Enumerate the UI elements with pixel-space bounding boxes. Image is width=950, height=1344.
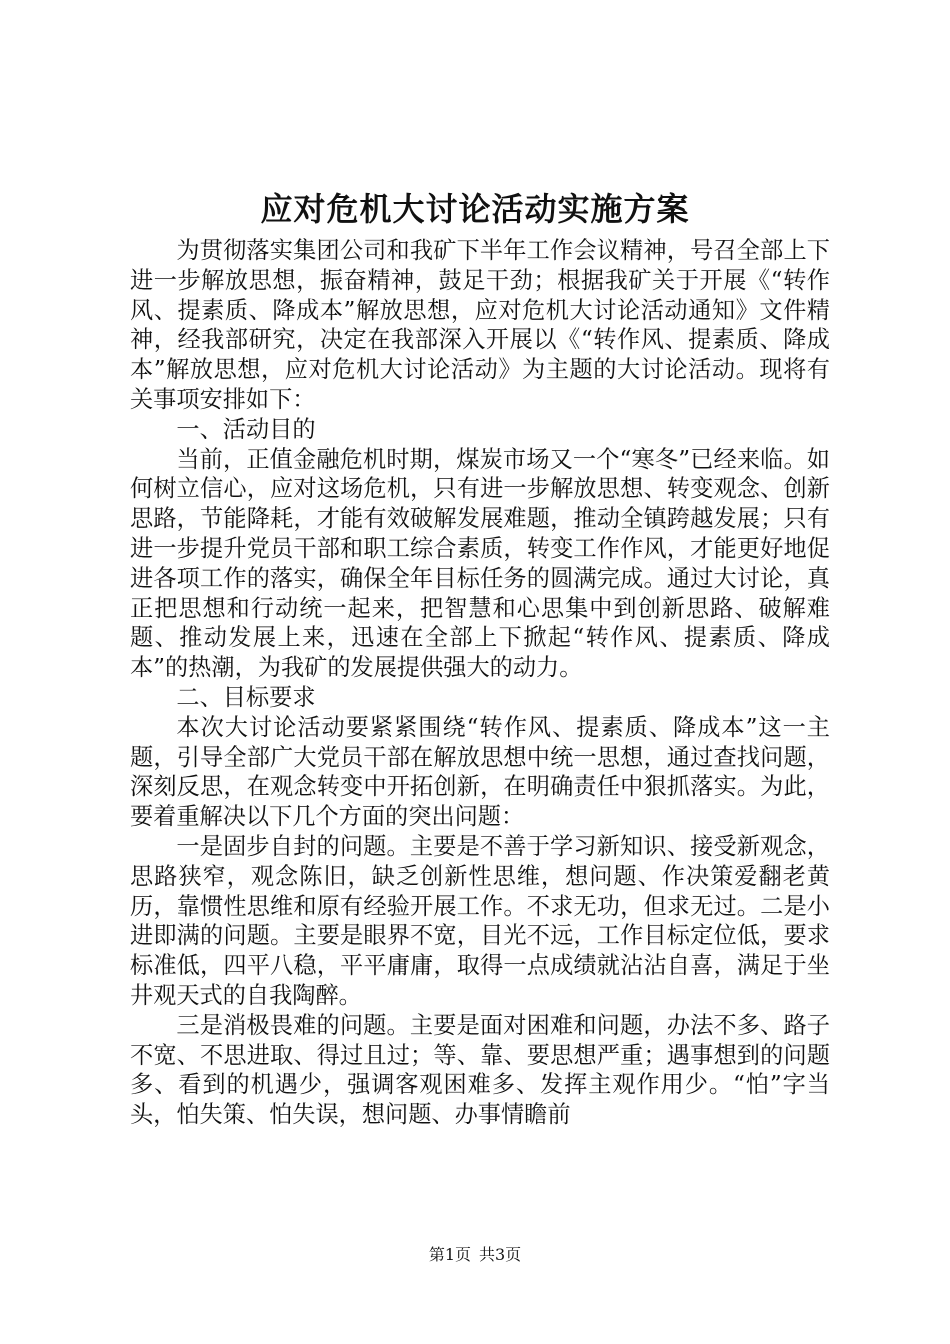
paragraph-intro: 为贯彻落实集团公司和我矿下半年工作会议精神，号召全部上下进一步解放思想，振奋精神，鼓足干劲；根据我矿关于开展《“转作风、提素质、降成本”解放思想，应对危机大讨论活动通知》文件精神，经我部研究，决定在我部深入开展以《“转作风、提素质、降成本”解放思想，应对危机大讨论活动》为主题的大讨论活动。现将有关事项安排如下： bbox=[130, 237, 830, 413]
section-heading-requirements: 二、目标要求 bbox=[176, 683, 316, 711]
document-title: 应对危机大讨论活动实施方案 bbox=[260, 190, 690, 228]
page-footer bbox=[0, 1244, 950, 1266]
section-heading-purpose: 一、活动目的 bbox=[176, 415, 316, 443]
page-number: 第1页 bbox=[428, 1245, 471, 1264]
paragraph-problem-3: 三是消极畏难的问题。主要是面对困难和问题，办法不多、路子不宽、不思进取、得过且过；等、靠、要思想严重；遇事想到的问题多、看到的机遇少，强调客观困难多、发挥主观作用少。“怕”字当头，怕失策、怕失误，想问题、办事情瞻前 bbox=[130, 1011, 830, 1129]
paragraph-requirements: 本次大讨论活动要紧紧围绕“转作风、提素质、降成本”这一主题，引导全部广大党员干部在解放思想中统一思想，通过查找问题，深刻反思，在观念转变中开拓创新，在明确责任中狠抓落实。为此，要着重解决以下几个方面的突出问题： bbox=[130, 713, 830, 831]
page-total: 共3页 bbox=[479, 1245, 522, 1264]
document-body bbox=[130, 236, 830, 1130]
paragraph-purpose: 当前，正值金融危机时期，煤炭市场又一个“寒冬”已经来临。如何树立信心，应对这场危机，只有进一步解放思想、转变观念、创新思路，节能降耗，才能有效破解发展难题，推动全镇跨越发展；只有进一步提升党员干部和职工综合素质，转变工作作风，才能更好地促进各项工作的落实，确保全年目标任务的圆满完成。通过大讨论，真正把思想和行动统一起来，把智慧和心思集中到创新思路、破解难题、推动发展上来，迅速在全部上下掀起“转作风、提素质、降成本”的热潮，为我矿的发展提供强大的动力。 bbox=[130, 445, 830, 682]
paragraph-problems-1-2: 一是固步自封的问题。主要是不善于学习新知识、接受新观念，思路狭窄，观念陈旧，缺乏创新性思维，想问题、作决策爱翻老黄历，靠惯性思维和原有经验开展工作。不求无功，但求无过。二是小进即满的问题。主要是眼界不宽，目光不远，工作目标定位低，要求标准低，四平八稳，平平庸庸，取得一点成绩就沾沾自喜，满足于坐井观天式的自我陶醉。 bbox=[130, 832, 830, 1009]
